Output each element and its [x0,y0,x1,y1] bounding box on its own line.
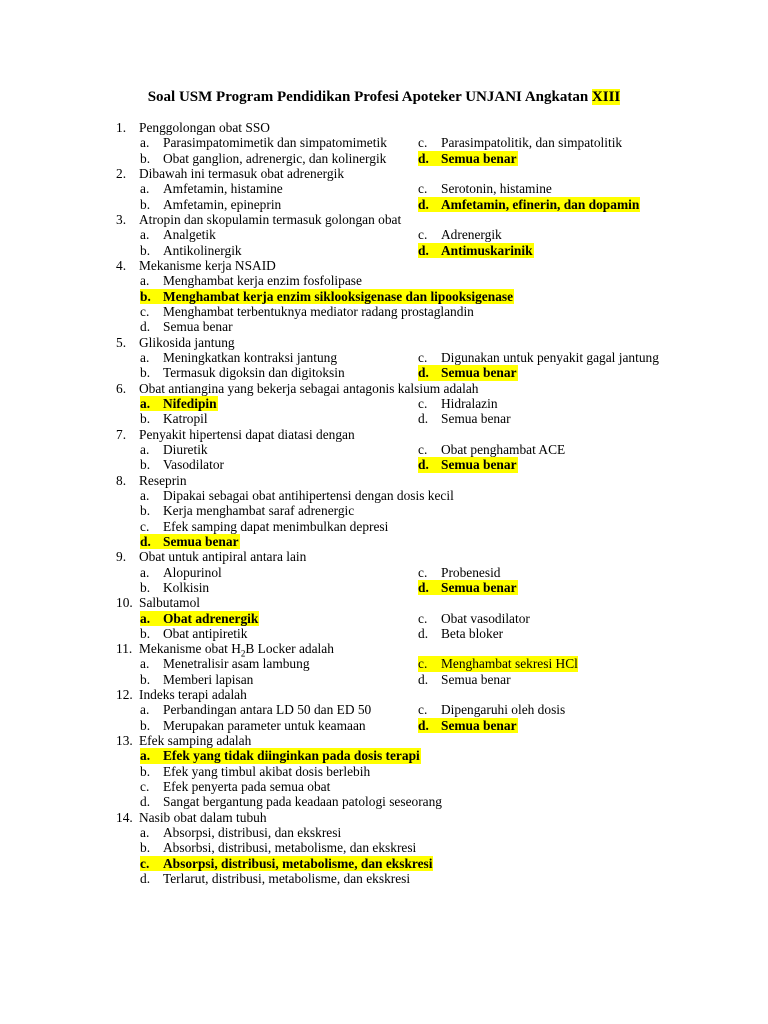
answer-option [140,243,242,258]
option-letter: c. [418,135,428,151]
option-text: Semua benar [441,457,517,473]
option-text: Vasodilator [163,457,224,473]
option-letter: c. [418,564,428,580]
question-row [0,733,768,748]
question-row [0,810,768,825]
option-text: Obat ganglion, adrenergic, dan kolinergik [163,150,387,166]
title-main: Soal USM Program Pendidikan Profesi Apoteker UNJANI Angkatan [147,89,592,105]
option-letter: c. [418,395,428,411]
option-letter: b. [140,763,151,779]
option-row [0,319,768,334]
question-text: Efek samping adalah [139,733,252,749]
option-row [0,197,768,212]
answer-option [418,442,565,457]
answer-option [418,227,502,242]
answer-option [140,457,224,472]
option-letter: c. [418,227,428,243]
answer-option [418,411,511,426]
answer-option [140,350,337,365]
question-number: 12. [116,687,133,703]
question-text: Mekanisme kerja NSAID [139,257,276,273]
option-letter: b. [140,150,151,166]
answer-option-correct [140,748,421,763]
option-letter: d. [418,625,429,641]
question-number: 5. [116,334,127,350]
question-number: 6. [116,380,127,396]
option-text: Adrenergik [441,227,502,243]
answer-option [140,151,386,166]
option-text: Meningkatkan kontraksi jantung [163,349,338,365]
answer-option [140,488,454,503]
option-text: Semua benar [441,579,517,595]
option-row [0,825,768,840]
answer-option-correct [418,151,518,166]
option-letter: a. [140,349,150,365]
option-text: Dipakai sebagai obat antihipertensi dengan dosis kecil [163,487,454,503]
option-letter: c. [418,349,428,365]
option-text: Sangat bergantung pada keadaan patologi seseorang [163,794,442,810]
question-row [0,212,768,227]
option-text: Kerja menghambat saraf adrenergic [163,503,355,519]
option-row [0,840,768,855]
answer-option [418,672,511,687]
option-text: Obat adrenergik [163,610,259,626]
option-letter: c. [418,702,428,718]
answer-option [140,519,388,534]
question-number: 10. [116,595,133,611]
answer-option-correct [418,718,518,733]
question-text: Mekanisme obat $H_2B$ Locker adalah [139,641,334,659]
option-letter: d. [418,242,429,258]
answer-option [140,871,410,886]
answer-option [140,319,233,334]
option-text: Nifedipin [163,395,217,411]
question-row [0,427,768,442]
option-text: Efek penyerta pada semua obat [163,779,331,795]
option-text: Obat vasodilator [441,610,530,626]
option-row [0,794,768,809]
question-number: 11. [116,641,133,657]
answer-option-correct [140,534,240,549]
option-letter: a. [140,610,151,626]
option-text: Beta bloker [441,625,504,641]
option-letter: a. [140,441,150,457]
option-row [0,672,768,687]
option-letter: d. [418,196,429,212]
option-letter: b. [140,288,151,304]
answer-option-correct [418,243,534,258]
answer-option-correct [140,396,218,411]
option-text: Semua benar [441,717,517,733]
option-letter: a. [140,135,150,151]
answer-option [140,840,416,855]
answer-option-correct [418,365,518,380]
answer-option [140,135,387,150]
answer-option [418,135,622,150]
option-row [0,656,768,671]
option-text: Menghambat sekresi HCl [441,656,578,672]
question-text: Nasib obat dalam tubuh [139,809,267,825]
option-letter: b. [140,411,151,427]
option-letter: b. [140,671,151,687]
answer-option [140,580,209,595]
answer-option [140,626,247,641]
option-letter: b. [140,625,151,641]
option-row [0,871,768,886]
option-text: Amfetamin, histamine [163,181,283,197]
answer-option [140,656,310,671]
option-letter: a. [140,181,150,197]
answer-option [418,396,498,411]
question-text: Penyakit hipertensi dapat diatasi dengan [139,426,355,442]
question-text: Obat antiangina yang bekerja sebagai antagonis kalsium adalah [139,380,479,396]
option-letter: a. [140,273,150,289]
option-letter: a. [140,395,151,411]
option-text: Amfetamin, epineprin [163,196,282,212]
option-text: Semua benar [441,671,511,687]
question-row [0,687,768,702]
option-letter: b. [140,242,151,258]
option-letter: c. [140,303,150,319]
option-text: Obat antipiretik [163,625,248,641]
option-text: Diuretik [163,441,208,457]
option-row [0,457,768,472]
option-text: Absorpsi, distribusi, metabolisme, dan ekskresi [163,855,433,871]
question-row [0,381,768,396]
option-text: Menghambat kerja enzim siklooksigenase dan lipooksigenase [163,288,514,304]
option-row [0,702,768,717]
question-row [0,120,768,135]
option-text: Perbandingan antara LD 50 dan ED 50 [163,702,372,718]
answer-option [140,825,341,840]
option-row [0,227,768,242]
answer-option [418,181,552,196]
answer-option [418,656,578,671]
option-letter: d. [140,871,151,887]
option-text: Menghambat kerja enzim fosfolipase [163,273,362,289]
answer-option-correct [140,856,433,871]
question-text: Penggolongan obat SSO [139,120,270,135]
option-row [0,350,768,365]
option-letter: b. [140,365,151,381]
option-row [0,442,768,457]
option-letter: a. [140,825,150,841]
option-letter: a. [140,227,150,243]
option-text: Absorbsi, distribusi, metabolisme, dan ekskresi [163,840,417,856]
option-row [0,488,768,503]
option-text: Katropil [163,411,208,427]
answer-option-correct [140,611,259,626]
question-text: Indeks terapi adalah [139,687,247,703]
option-row [0,151,768,166]
option-text: Absorpsi, distribusi, dan ekskresi [163,825,342,841]
option-row [0,273,768,288]
option-letter: a. [140,564,150,580]
answer-option-correct [418,457,518,472]
option-letter: c. [418,656,428,672]
option-letter: b. [140,840,151,856]
option-row [0,718,768,733]
option-letter: c. [418,610,428,626]
option-letter: d. [418,671,429,687]
option-letter: d. [418,717,429,733]
question-number: 8. [116,472,127,488]
answer-option [140,365,345,380]
option-row [0,304,768,319]
question-row [0,641,768,659]
option-row [0,411,768,426]
option-text: Terlarut, distribusi, metabolisme, dan ekskresi [163,871,411,887]
option-letter: d. [140,533,151,549]
answer-option [140,304,474,319]
option-row [0,856,768,871]
option-letter: c. [418,181,428,197]
option-row [0,626,768,641]
question-number: 13. [116,733,133,749]
option-text: Efek samping dapat menimbulkan depresi [163,518,389,534]
option-letter: b. [140,196,151,212]
answer-option [140,672,253,687]
option-text: Merupakan parameter untuk keamaan [163,717,366,733]
option-text: Memberi lapisan [163,671,254,687]
question-row [0,335,768,350]
answer-option [140,411,208,426]
option-letter: c. [140,855,150,871]
question-text: Salbutamol [139,595,200,611]
option-text: Efek yang timbul akibat dosis berlebih [163,763,371,779]
option-text: Antimuskarinik [441,242,533,258]
option-row [0,365,768,380]
answer-option [418,350,659,365]
answer-option [140,779,330,794]
option-letter: d. [418,150,429,166]
option-text: Semua benar [163,533,239,549]
option-letter: d. [418,457,429,473]
option-text: Alopurinol [163,564,222,580]
answer-option [140,718,366,733]
answer-option [140,227,216,242]
option-letter: d. [140,319,151,335]
option-row [0,289,768,304]
option-text: Semua benar [441,150,517,166]
option-letter: c. [140,779,150,795]
option-row [0,580,768,595]
question-number: 1. [116,120,127,135]
option-text: Kolkisin [163,579,210,595]
answer-option [140,503,354,518]
option-text: Parasimpatolitik, dan simpatolitik [441,135,623,151]
answer-option [418,611,530,626]
question-text: Atropin dan skopulamin termasuk golongan obat [139,211,402,227]
option-row [0,748,768,763]
question-number: 9. [116,549,127,565]
answer-option [140,273,362,288]
page-title [0,88,768,106]
option-letter: d. [418,411,429,427]
question-text: Dibawah ini termasuk obat adrenergik [139,165,345,181]
option-text: Hidralazin [441,395,498,411]
answer-option [140,794,442,809]
question-list [0,120,768,886]
option-letter: a. [140,702,150,718]
option-row [0,519,768,534]
answer-option [140,442,208,457]
option-text: Amfetamin, efinerin, dan dopamin [441,196,640,212]
question-number: 7. [116,426,127,442]
question-row [0,549,768,564]
answer-option [140,181,283,196]
option-text: Antikolinergik [163,242,242,258]
option-letter: a. [140,748,151,764]
option-row [0,243,768,258]
option-letter: d. [418,579,429,595]
option-text: Parasimpatomimetik dan simpatomimetik [163,135,387,151]
question-text: Reseprin [139,472,187,488]
option-text: Menghambat terbentuknya mediator radang prostaglandin [163,303,474,319]
question-row [0,595,768,610]
option-text: Probenesid [441,564,501,580]
answer-option [418,626,503,641]
option-letter: d. [140,794,151,810]
question-row [0,258,768,273]
option-letter: b. [140,457,151,473]
subscript: 2 [240,648,246,659]
title-batch-highlight: XIII [591,89,621,105]
option-row [0,611,768,626]
option-letter: c. [140,518,150,534]
question-number: 2. [116,165,127,181]
option-letter: c. [418,441,428,457]
option-text: Obat penghambat ACE [441,441,566,457]
option-letter: b. [140,717,151,733]
option-text: Digunakan untuk penyakit gagal jantung [441,349,659,365]
option-letter: a. [140,487,150,503]
option-text: Semua benar [441,411,511,427]
option-row [0,135,768,150]
option-row [0,396,768,411]
answer-option [418,702,565,717]
question-row [0,473,768,488]
answer-option-correct [418,580,518,595]
option-text: Efek yang tidak diinginkan pada dosis terapi [163,748,420,764]
option-text: Dipengaruhi oleh dosis [441,702,566,718]
answer-option [140,565,222,580]
question-row [0,166,768,181]
answer-option-correct [418,197,640,212]
option-letter: b. [140,579,151,595]
option-text: Semua benar [441,365,517,381]
question-text: Glikosida jantung [139,334,235,350]
answer-option [418,565,501,580]
option-row [0,764,768,779]
option-text: Termasuk digoksin dan digitoksin [163,365,345,381]
option-letter: b. [140,503,151,519]
option-text: Menetralisir asam lambung [163,656,310,672]
option-letter: d. [418,365,429,381]
option-row [0,181,768,196]
option-row [0,565,768,580]
option-row [0,534,768,549]
question-text: Obat untuk antipiral antara lain [139,549,307,565]
answer-option [140,764,370,779]
option-row [0,503,768,518]
answer-option [140,702,371,717]
question-number: 3. [116,211,127,227]
question-number: 14. [116,809,133,825]
option-text: Analgetik [163,227,216,243]
option-text: Serotonin, histamine [441,181,552,197]
option-row [0,779,768,794]
answer-option [140,197,281,212]
answer-option-correct [140,289,514,304]
option-text: Semua benar [163,319,233,335]
option-letter: a. [140,656,150,672]
question-number: 4. [116,257,127,273]
